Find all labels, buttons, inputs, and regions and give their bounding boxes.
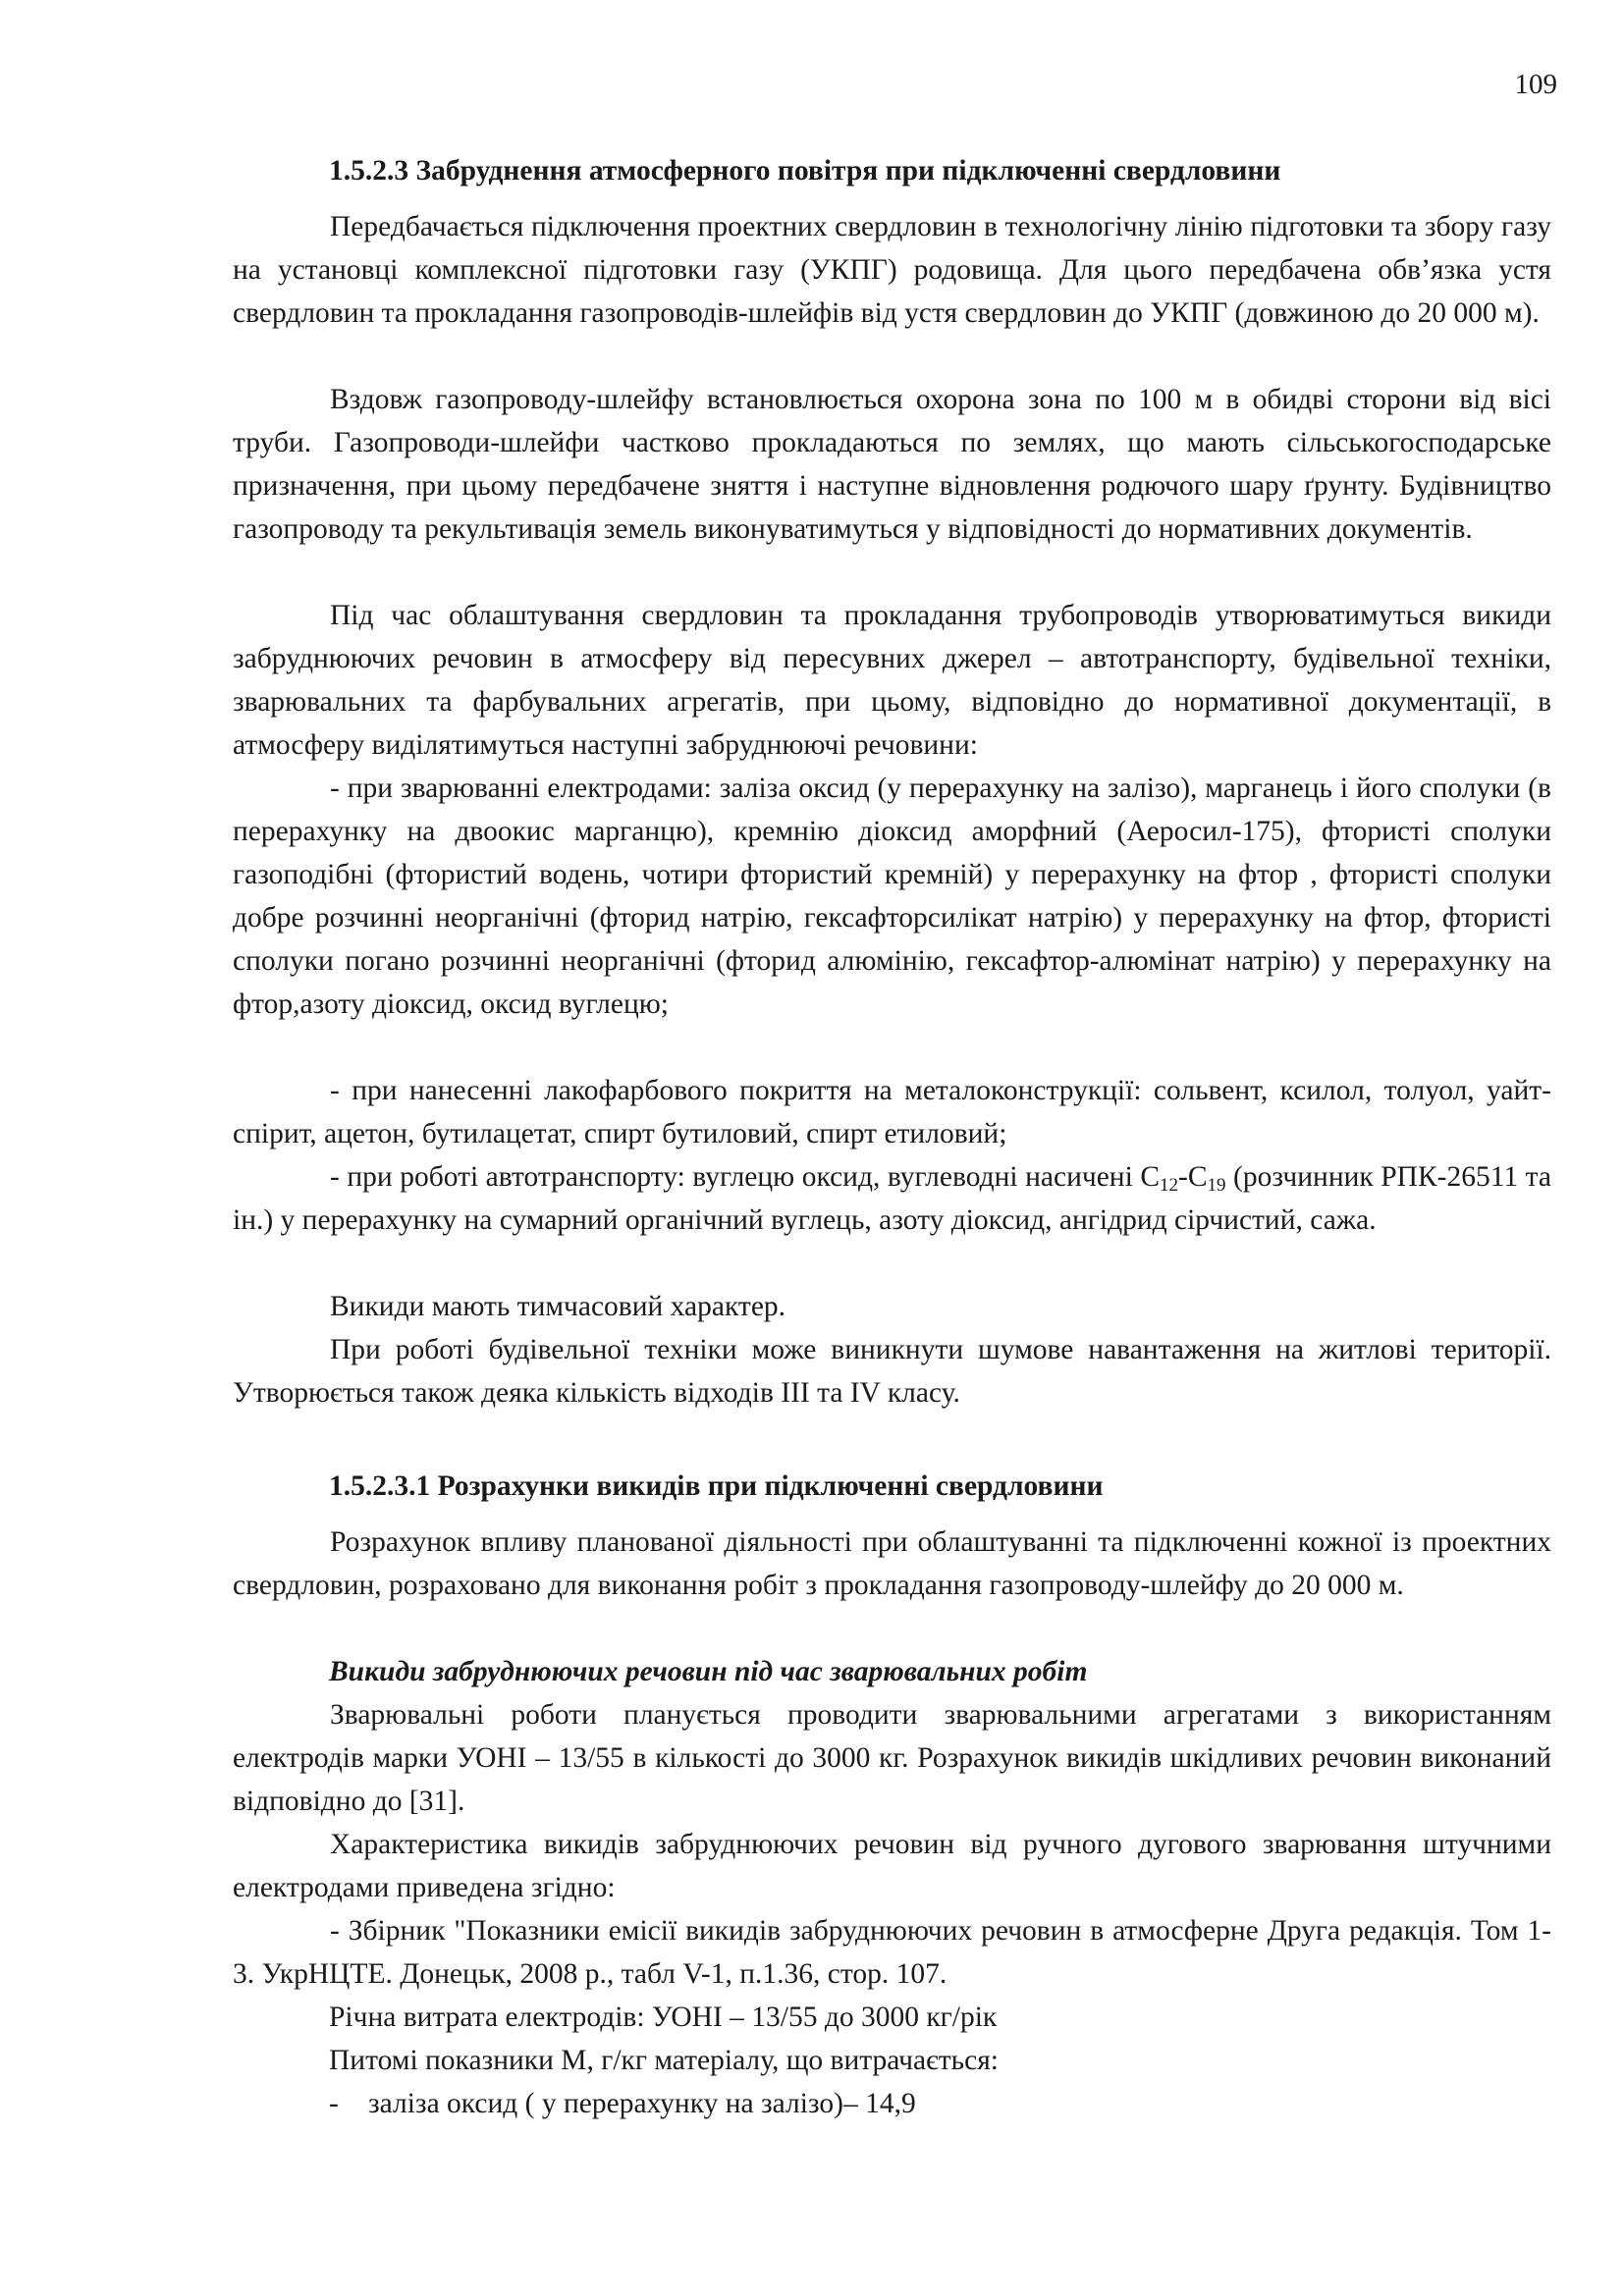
paragraph-calculation-scope: Розрахунок впливу планованої діяльності при облаштуванні та підключенні кожної із проектних свердловин, розраховано для виконання робіт з прокладання газопроводу-шлейфу до 20 000 м. xyxy=(233,1526,1551,1601)
subsection-heading: 1.5.2.3.1 Розрахунки викидів при підключенні свердловини xyxy=(329,1470,1104,1502)
line-electrode-consumption: Річна витрата електродів: УОНІ – 13/55 до 3000 кг/рік xyxy=(329,2002,998,2033)
paragraph-protection-zone: Вздовж газопроводу-шлейфу встановлюється охорона зона по 100 м в обидві сторони від вісі труби. Газопроводи-шлейфи частково прокладаються по землях, що мають сільськогосподарське призначення, при цьому передбачене зняття і наступне відновлення родючого шару ґрунту. Будівництво газопроводу та рекультивація земель виконуватимуться у відповідності до нормативних документів. xyxy=(233,384,1551,545)
vehicle-text-c: (розчинник РПК-26511 та ін.) у перерахунку на сумарний органічний вуглець, азоту діоксид, ангідрид сірчистий, сажа. xyxy=(233,1161,1551,1236)
paragraph-welding-works: Зварювальні роботи планується проводити зварювальними агрегатами з використанням електродів марки УОНІ – 13/55 в кількості до 3000 кг. Розрахунок викидів шкідливих речовин виконаний відповідно до [31]. xyxy=(233,1699,1551,1817)
paragraph-emission-sources: Під час облаштування свердловин та прокладання трубопроводів утворюватимуться викиди забруднюючих речовин в атмосферу від пересувних джерел – автотранспорту, будівельної техніки, зварювальних та фарбувальних агрегатів, при цьому, відповідно до нормативної документації, в атмосферу виділятимуться наступні забруднюючі речовини: xyxy=(233,600,1551,761)
line-specific-indicators: Питомі показники М, г/кг матеріалу, що витрачається: xyxy=(329,2045,999,2076)
subscript-19: 19 xyxy=(1207,1175,1226,1196)
paragraph-vehicle-pollutants xyxy=(233,1155,1551,1242)
list-dash: - xyxy=(329,2088,339,2119)
vehicle-text-a: - при роботі автотранспорту: вуглецю оксид, вуглеводні насичені C xyxy=(330,1161,1160,1193)
paragraph-emission-characteristics: Характеристика викидів забруднюючих речовин від ручного дугового зварювання штучними електродами приведена згідно: xyxy=(233,1829,1551,1903)
section-heading: 1.5.2.3 Забруднення атмосферного повітря при підключенні свердловини xyxy=(329,155,1281,187)
vehicle-text-b: -C xyxy=(1178,1161,1208,1193)
paragraph-temporary: Викиди мають тимчасовий характер. xyxy=(330,1291,786,1322)
welding-emissions-heading: Викиди забруднюючих речовин під час зварювальних робіт xyxy=(329,1656,1088,1687)
paragraph-well-connection: Передбачається підключення проектних свердловин в технологічну лінію підготовки та збору газу на установці комплексної підготовки газу (УКПГ) родовища. Для цього передбачена обв’язка устя свердловин та прокладання газопроводів-шлейфів від устя свердловин до УКПГ (довжиною до 20 000 м). xyxy=(233,211,1551,329)
page-number: 109 xyxy=(1514,69,1557,100)
paragraph-painting-pollutants: - при нанесенні лакофарбового покриття на металоконструкції: сольвент, ксилол, толуол, уайт-спірит, ацетон, бутилацетат, спирт бутиловий, спирт етиловий; xyxy=(233,1075,1551,1149)
iron-oxide-text: заліза оксид ( у перерахунку на залізо)– 14,9 xyxy=(368,2088,916,2119)
paragraph-reference-source: - Збірник "Показники емісії викидів забруднюючих речовин в атмосферне Друга редакція. Том 1-3. УкрНЦТЕ. Донецьк, 2008 р., табл V-1, п.1.36, стор. 107. xyxy=(233,1915,1551,1990)
subscript-12: 12 xyxy=(1160,1175,1178,1196)
list-item-iron-oxide xyxy=(329,2082,916,2125)
paragraph-welding-pollutants: - при зварюванні електродами: заліза оксид (у перерахунку на залізо), марганець і його сполуки (в перерахунку на двоокис марганцю), кремнію діоксид аморфний (Аеросил-175), фтористі сполуки газоподібні (фтористий водень, чотири фтористий кремній) у перерахунку на фтор , фтористі сполуки добре розчинні неорганічні (фторид натрію, гексафторсилікат натрію) у перерахунку на фтор, фтористі сполуки погано розчинні неорганічні (фторид алюмінію, гексафтор-алюмінат натрію) у перерахунку на фтор,азоту діоксид, оксид вуглецю; xyxy=(233,773,1551,1020)
paragraph-noise: При роботі будівельної техніки може виникнути шумове навантаження на житлові території. Утворюється також деяка кількість відходів ІІІ та IV класу. xyxy=(233,1334,1551,1409)
